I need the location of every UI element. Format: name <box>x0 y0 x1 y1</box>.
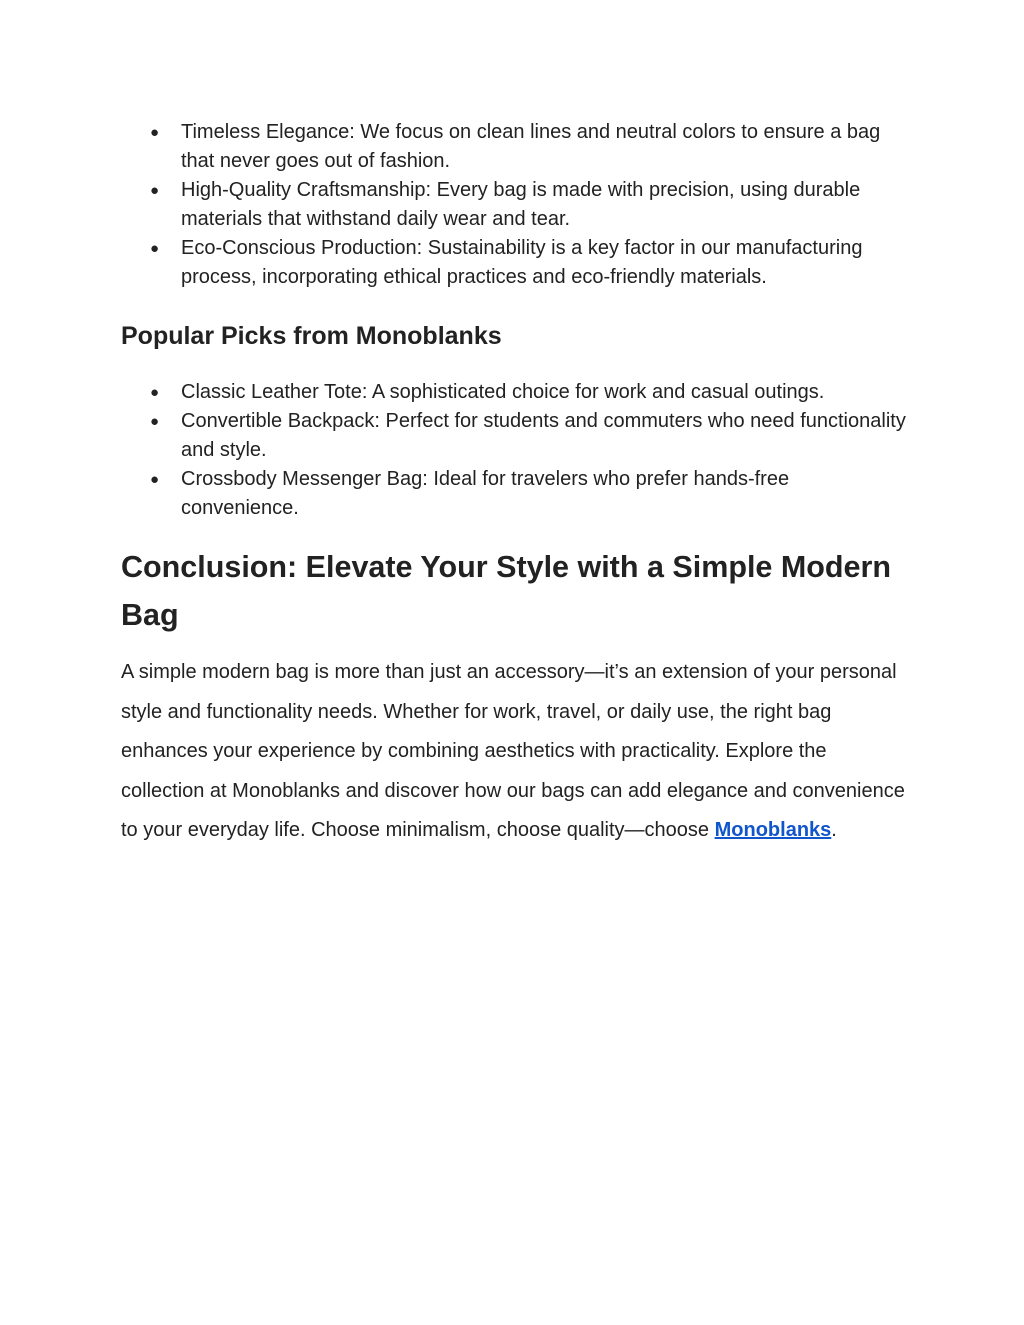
conclusion-heading: Conclusion: Elevate Your Style with a Simple Modern Bag <box>121 550 891 632</box>
list-item-text: Timeless Elegance: We focus on clean lines and neutral colors to ensure a bag that never goes out of fashion. <box>181 121 881 172</box>
bullet-icon: ● <box>150 240 160 257</box>
document-content <box>121 118 911 851</box>
bullet-icon: ● <box>150 124 160 141</box>
list-item <box>121 234 911 292</box>
list-item <box>121 407 911 465</box>
list-item-text: Convertible Backpack: Perfect for students and commuters who need functionality and style. <box>181 410 906 461</box>
popular-picks-list <box>121 378 911 523</box>
list-item-text: Crossbody Messenger Bag: Ideal for travelers who prefer hands-free convenience. <box>181 468 790 519</box>
bullet-icon: ● <box>150 384 160 401</box>
bullet-icon: ● <box>150 182 160 199</box>
features-list <box>121 118 911 292</box>
list-item <box>121 176 911 234</box>
bullet-icon: ● <box>150 413 160 430</box>
popular-picks-heading: Popular Picks from Monoblanks <box>121 322 502 350</box>
list-item <box>121 465 911 523</box>
conclusion-text-end: . <box>831 819 837 841</box>
list-item-text: Classic Leather Tote: A sophisticated choice for work and casual outings. <box>181 381 825 403</box>
monoblanks-link[interactable]: Monoblanks <box>714 819 832 841</box>
conclusion-text: A simple modern bag is more than just an accessory—it’s an extension of your personal style and functionality needs. Whether for work, travel, or daily use, the right bag enhances your experience by combining aesthetics with practicality. Explore the collection at Monoblanks and discover how our bags can add elegance and convenience to your everyday life. Choose minimalism, choose quality—choose <box>121 661 905 841</box>
list-item <box>121 378 911 407</box>
conclusion-paragraph <box>121 653 911 851</box>
bullet-icon: ● <box>150 471 160 488</box>
list-item <box>121 118 911 176</box>
list-item-text: Eco-Conscious Production: Sustainability is a key factor in our manufacturing process, incorporating ethical practices and eco-friendly materials. <box>181 237 863 288</box>
list-item-text: High-Quality Craftsmanship: Every bag is made with precision, using durable materials that withstand daily wear and tear. <box>181 179 861 230</box>
